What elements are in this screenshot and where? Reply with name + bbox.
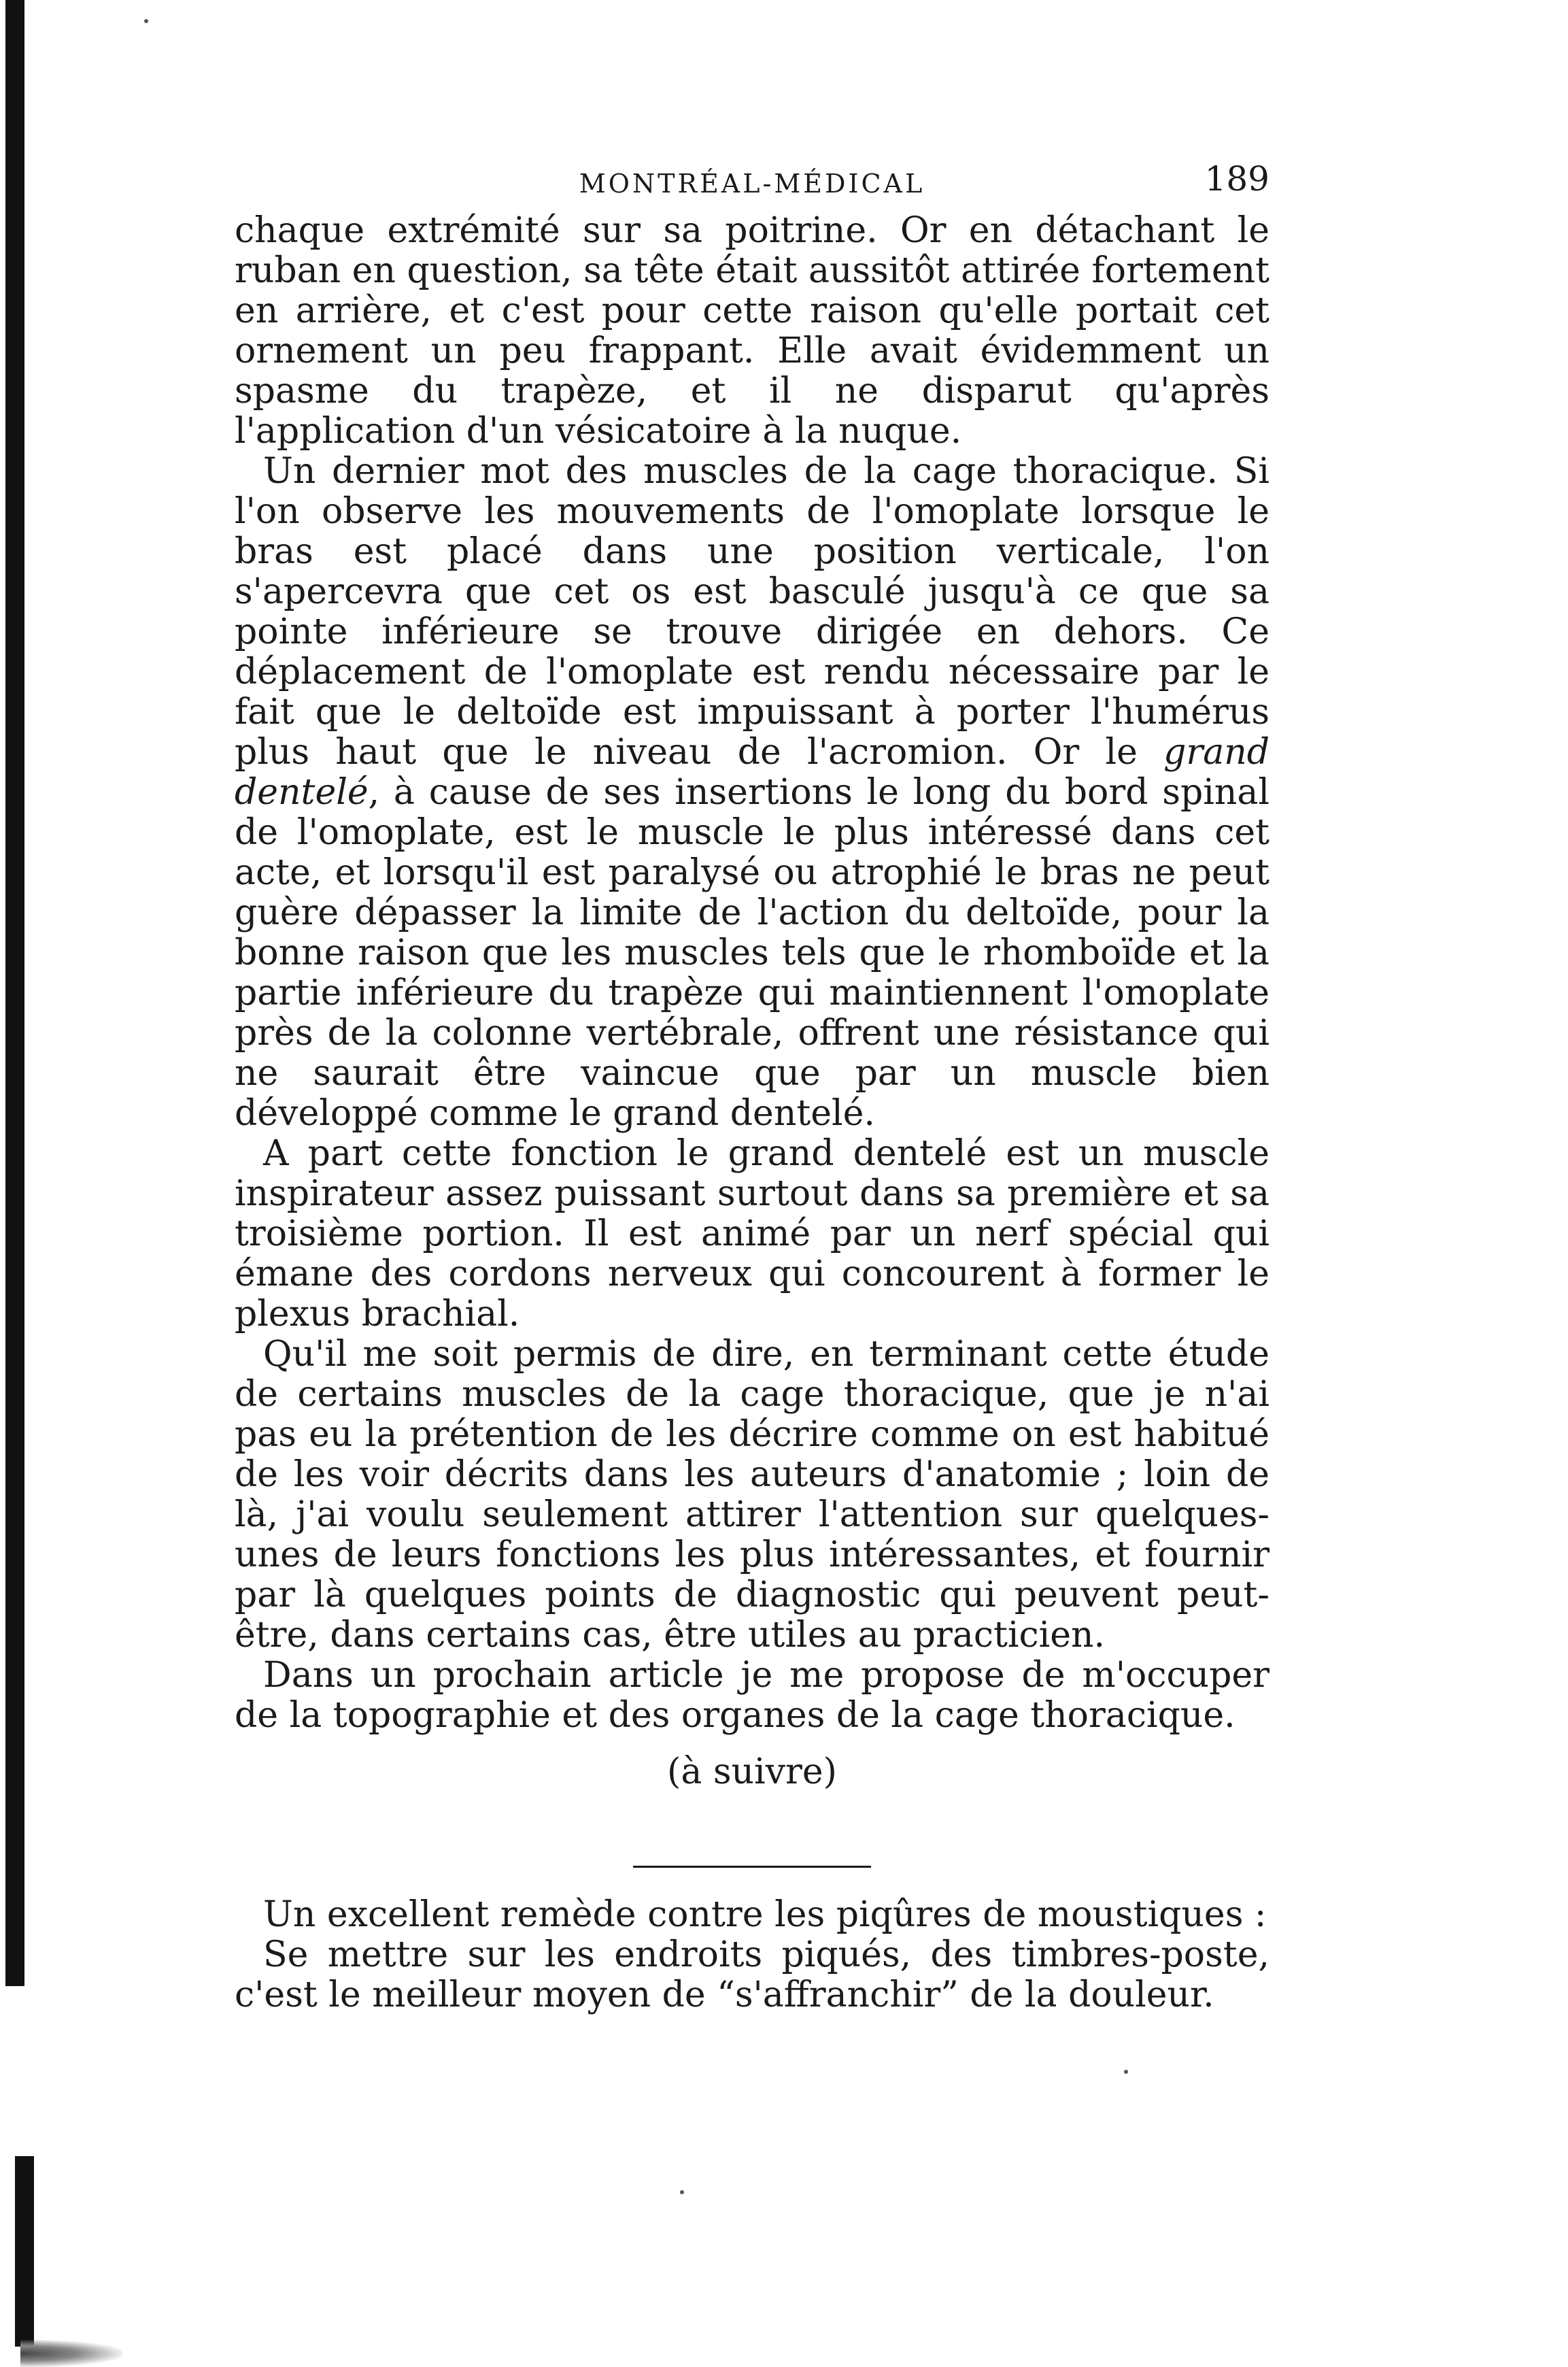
paragraph-text: Un dernier mot des muscles de la cage thoracique. Si l'on observe les mouvements de l'omoplate lorsque le bras est placé dans une position verticale, l'on s'apercevra que cet os est basculé jusqu'à ce que sa pointe inférieure se trouve dirigée en dehors. Ce déplacement de l'omoplate est rendu nécessaire par le fait que le deltoïde est impuissant à porter l'humérus plus haut que le niveau de l'acromion. Or le [235, 451, 1269, 773]
to-be-continued: (à suivre) [667, 1751, 837, 1792]
humor-notice [235, 1895, 1269, 2015]
paragraph-function [235, 1134, 1269, 1334]
paragraph-text: , à cause de ses insertions le long du bord spinal de l'omoplate, est le muscle le plus intéressé dans cet acte, et lorsqu'il est paralysé ou atrophié le bras ne peut guère dépasser la limite de l'action du deltoïde, pour la bonne raison que les muscles tels que le rhomboïde et la partie inférieure du trapèze qui maintiennent l'omoplate près de la colonne vertébrale, offrent une résistance qui ne saurait être vaincue que par un muscle bien développé comme le grand dentelé. [235, 772, 1269, 1134]
scan-speck [144, 19, 148, 23]
paragraph-next-article [235, 1656, 1269, 1736]
notice-body: Se mettre sur les endroits piqués, des timbres-poste, c'est le meilleur moyen de “s'affranchir” de la douleur. [235, 1934, 1269, 2015]
running-head [235, 150, 1269, 211]
scan-speck [1124, 2070, 1128, 2074]
emphasized-term: grand dentelé [235, 732, 1269, 813]
paragraph-serratus [235, 452, 1269, 1134]
paragraph-conclusion [235, 1334, 1269, 1656]
paragraph-text: Dans un prochain article je me propose de m'occuper de la topographie et des organes de la cage thoracique. [235, 1655, 1269, 1736]
scan-speck [680, 2190, 684, 2194]
book-page [235, 150, 1269, 2015]
scan-binding-smudge [20, 2340, 122, 2367]
page-number: 189 [1204, 159, 1269, 199]
paragraph-continued [235, 211, 1269, 452]
paragraph-text: chaque extrémité sur sa poitrine. Or en détachant le ruban en question, sa tête était aussitôt attirée fortement en arrière, et c'est pour cette raison qu'elle portait cet ornement un peu frappant. Elle avait évidemment un spasme du trapèze, et il ne disparut qu'après l'application d'un vésicatoire à la nuque. [235, 210, 1269, 452]
notice-heading: Un excellent remède contre les piqûres de moustiques : [263, 1894, 1267, 1935]
paragraph-text: A part cette fonction le grand dentelé est un muscle inspirateur assez puissant surtout dans sa première et sa troisième portion. Il est animé par un nerf spécial qui émane des cordons nerveux qui concourent à former le plexus brachial. [235, 1133, 1269, 1334]
paragraph-text: Qu'il me soit permis de dire, en terminant cette étude de certains muscles de la cage thoracique, que je n'ai pas eu la prétention de les décrire comme on est habitué de les voir décrits dans les auteurs d'anatomie ; loin de là, j'ai voulu seulement attirer l'attention sur quelques-unes de leurs fonctions les plus intéressantes, et fournir par là quelques points de diagnostic qui peuvent peut-être, dans certains cas, être utiles au practicien. [235, 1334, 1269, 1656]
journal-title: MONTRÉAL-MÉDICAL [579, 169, 925, 199]
scan-binding-edge-lower [15, 2156, 34, 2347]
section-divider [633, 1866, 871, 1868]
scan-binding-edge [5, 0, 24, 1986]
